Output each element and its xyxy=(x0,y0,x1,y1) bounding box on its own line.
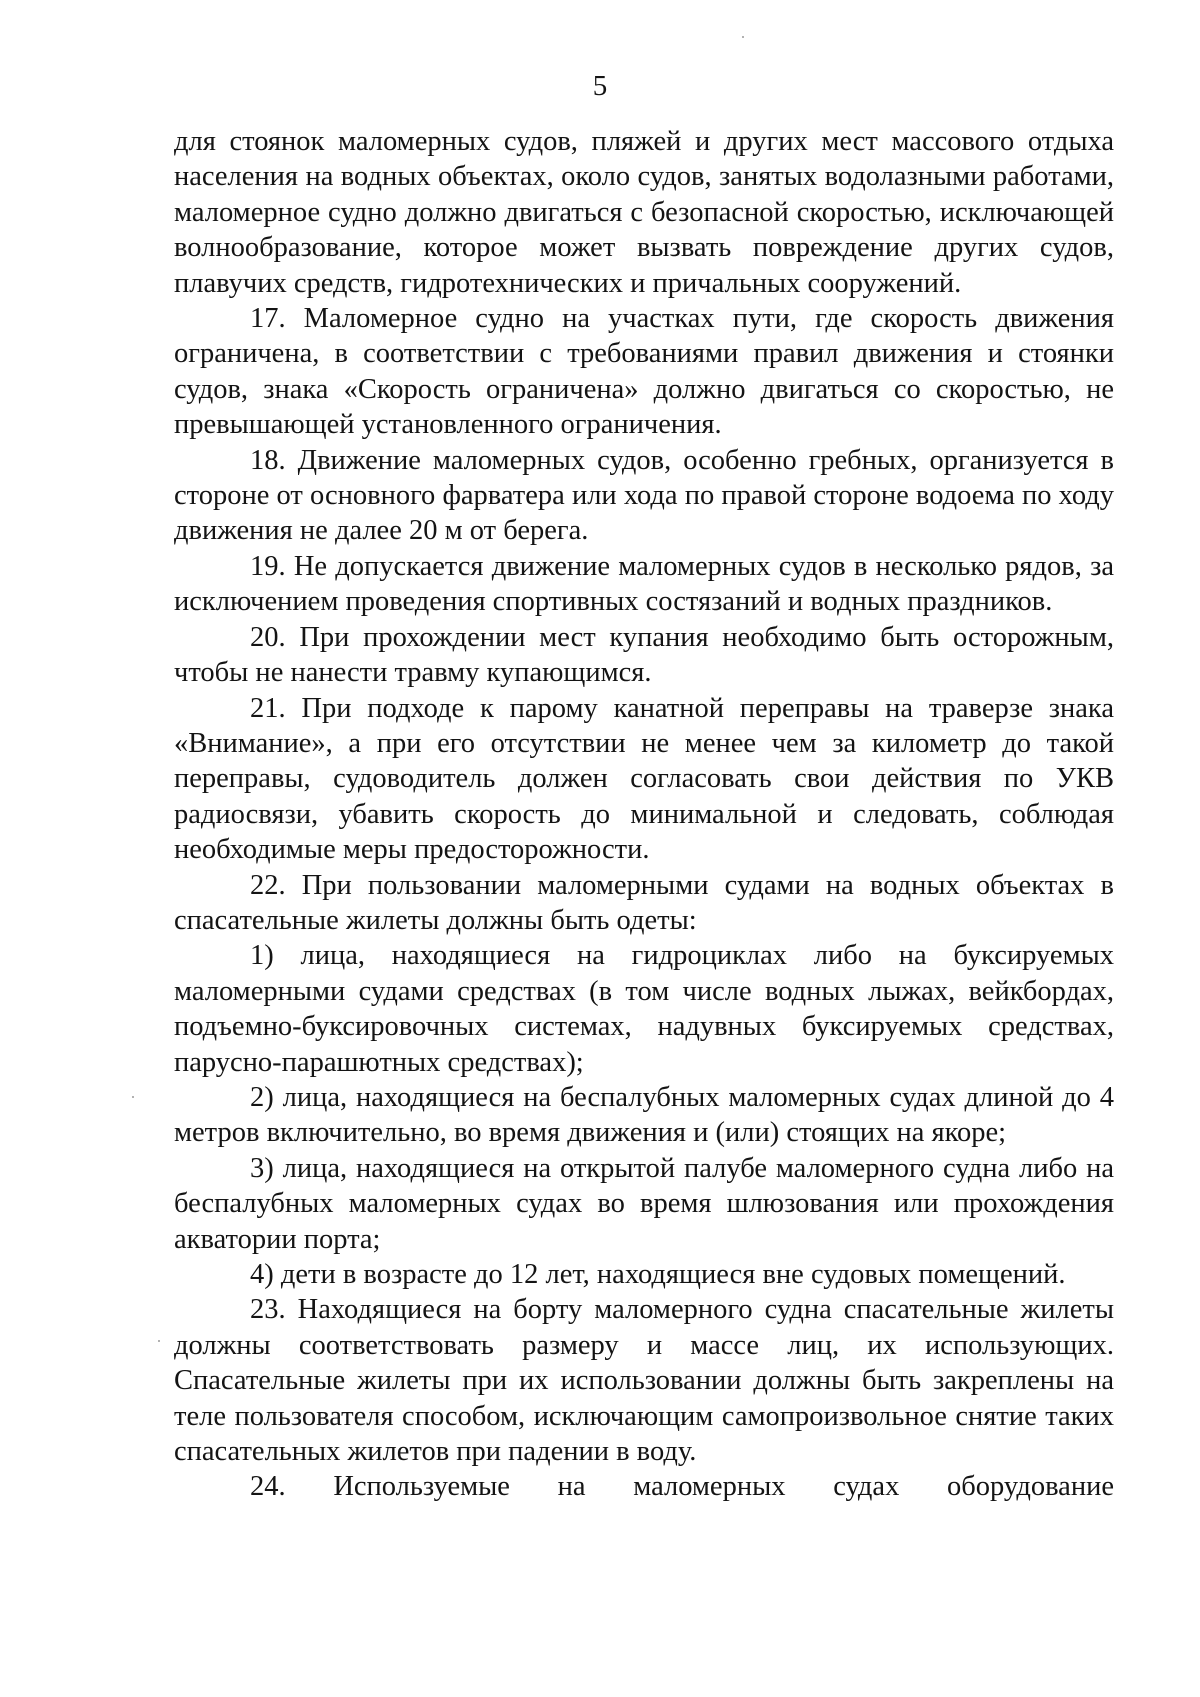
document-body xyxy=(174,124,1114,1505)
paragraph-22: 22. При пользовании маломерными судами на водных объектах в спасательные жилеты должны быть одеты: xyxy=(174,869,1114,936)
list-item-2: 2) лица, находящиеся на беспалубных маломерных судах длиной до 4 метров включительно, во время движения и (или) стоящих на якоре; xyxy=(174,1081,1114,1149)
paragraph-21: 21. При подходе к парому канатной переправы на траверзе знака «Внимание», а при его отсутствии не менее чем за километр до такой переправы, судоводитель должен согласовать свои действия по УКВ радиосвязи, убавить скорость до минимальной и следовать, соблюдая необходимые меры предосторожности. xyxy=(174,692,1114,866)
paragraph-24: 24. Используемые на маломерных судах оборудование xyxy=(250,1471,1114,1503)
scan-speck xyxy=(132,1096,134,1098)
scan-speck xyxy=(158,1340,160,1342)
list-item-3: 3) лица, находящиеся на открытой палубе маломерного судна либо на беспалубных маломерных судах во время шлюзования или прохождения акватории порта; xyxy=(174,1152,1114,1255)
paragraph-23: 23. Находящиеся на борту маломерного судна спасательные жилеты должны соответствовать размеру и массе лиц, их использующих. Спасательные жилеты при их использовании должны быть закреплены на теле пользователя способом, исключающим самопроизвольное снятие таких спасательных жилетов при падении в воду. xyxy=(174,1294,1114,1468)
paragraph-17: 17. Маломерное судно на участках пути, где скорость движения ограничена, в соответствии с требованиями правил движения и стоянки судов, знака «Скорость ограничена» должно двигаться со скоростью, не превышающей установленного ограничения. xyxy=(174,303,1114,441)
scan-speck xyxy=(742,36,744,38)
paragraph-19: 19. Не допускается движение маломерных судов в несколько рядов, за исключением проведения спортивных состязаний и водных праздников. xyxy=(174,550,1114,618)
list-item-4: 4) дети в возрасте до 12 лет, находящиеся вне судовых помещений. xyxy=(250,1259,1066,1290)
page-number: 5 xyxy=(592,70,608,102)
list-item-1: 1) лица, находящиеся на гидроциклах либо на буксируемых маломерными судами средствах (в том числе водных лыжах, вейкбордах, подъемно-буксировочных системах, надувных буксируемых средствах, парусно-парашютных средствах); xyxy=(174,940,1114,1078)
paragraph-continuation: для стоянок маломерных судов, пляжей и других мест массового отдыха населения на водных объектах, около судов, занятых водолазными работами, маломерное судно должно двигаться с безопасной скоростью, исключающей волнообразование, которое может вызвать повреждение других судов, плавучих средств, гидротехнических и причальных сооружений. xyxy=(174,126,1114,299)
paragraph-20: 20. При прохождении мест купания необходимо быть осторожным, чтобы не нанести травму купающимся. xyxy=(174,621,1114,689)
paragraph-18: 18. Движение маломерных судов, особенно гребных, организуется в стороне от основного фарватера или хода по правой стороне водоема по ходу движения не далее 20 м от берега. xyxy=(174,444,1114,547)
